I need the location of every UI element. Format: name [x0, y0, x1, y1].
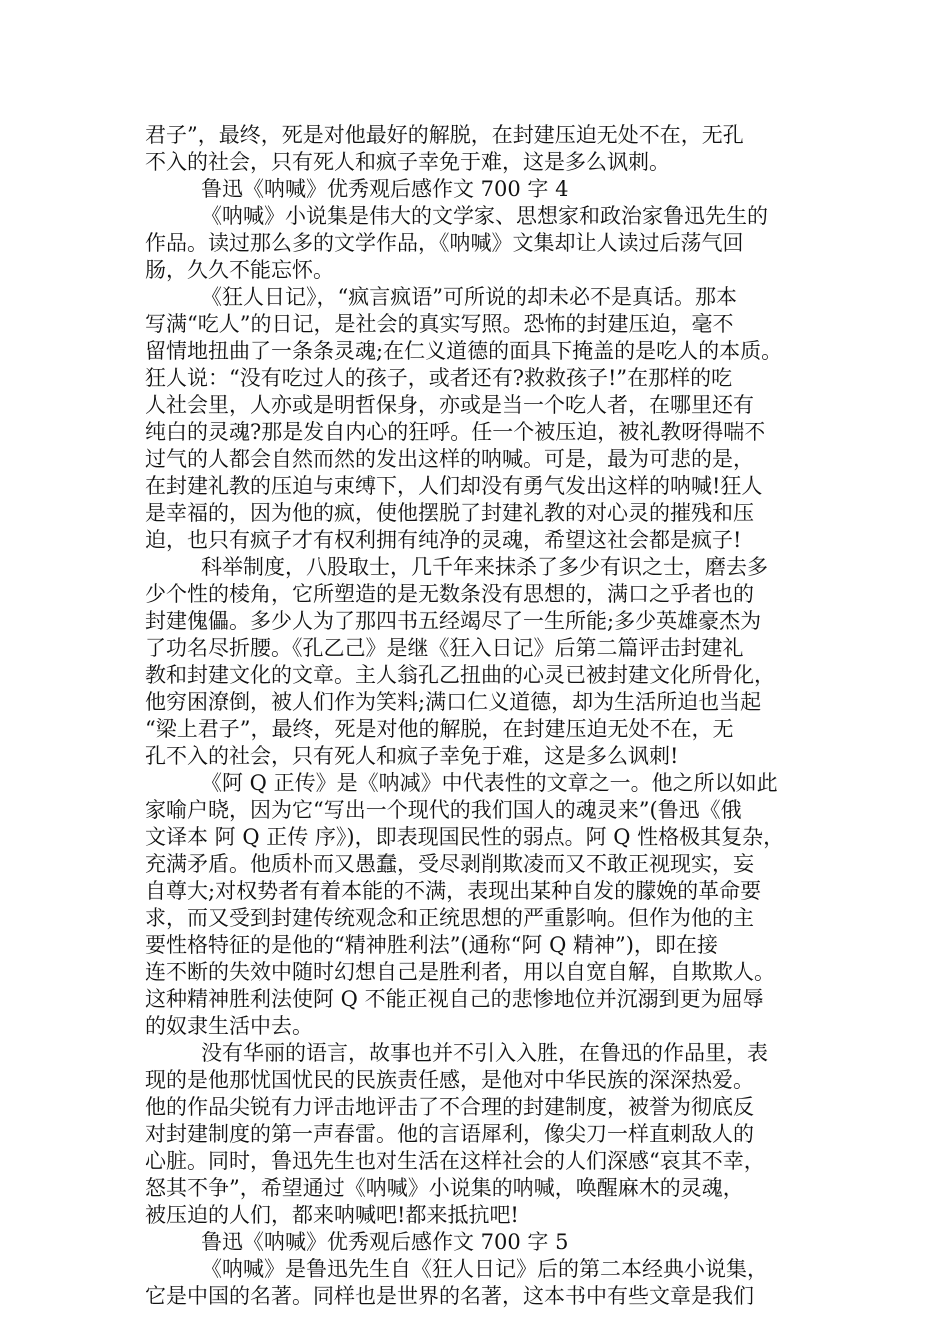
text-line: 连不断的失效中随时幻想自己是胜利者，用以自宽自解，自欺欺人。 [145, 960, 775, 984]
text-line: 被压迫的人们，都来呐喊吧!都来抵抗吧! [145, 1203, 519, 1227]
text-line: 文译本 阿 Q 正传 序》)，即表现国民性的弱点。阿 Q 性格极其复杂， [145, 825, 785, 849]
text-line: 迫，也只有疯子才有权利拥有纯净的灵魂，希望这社会都是疯子! [145, 528, 742, 552]
text-line: 教和封建文化的文章。主人翁孔乙扭曲的心灵已被封建文化所骨化， [145, 663, 775, 687]
text-line: 自尊大;对权势者有着本能的不满，表现出某种自发的朦娩的革命要 [145, 879, 762, 903]
text-line: 对封建制度的第一声春雷。他的言语犀利，像尖刀一样直刺敌人的 [145, 1122, 754, 1146]
text-line: “梁上君子”，最终，死是对他的解脱，在封建压迫无处不在，无 [145, 717, 734, 741]
text-line: 它是中国的名著。同样也是世界的名著，这本书中有些文章是我们 [145, 1284, 754, 1308]
text-line: 怒其不争”，希望通过《呐喊》小说集的呐喊，唤醒麻木的灵魂， [145, 1176, 744, 1200]
text-line: 肠，久久不能忘怀。 [145, 258, 334, 282]
paragraph-first-line: 没有华丽的语言，故事也并不引入入胜，在鲁迅的作品里，表 [201, 1041, 768, 1065]
text-line: 求，而又受到封建传统观念和正统思想的严重影响。但作为他的主 [145, 906, 754, 930]
paragraph-first-line: 科举制度，八股取士，几千年来抹杀了多少有识之士，磨去多 [201, 555, 768, 579]
text-line: 少个性的棱角，它所塑造的是无数条没有思想的，满口之乎者也的 [145, 582, 754, 606]
text-line: 他穷困潦倒，被人们作为笑料;满口仁义道德，却为生活所迫也当起 [145, 690, 762, 714]
text-line: 这种精神胜利法使阿 Q 不能正视自己的悲惨地位并沉溺到更为屈辱 [145, 987, 764, 1011]
text-line: 在封建礼教的压迫与束缚下，人们却没有勇气发出这样的呐喊!狂人 [145, 474, 763, 498]
paragraph-first-line: 《狂人日记》，“疯言疯语”可所说的却未必不是真话。那本 [201, 285, 737, 309]
text-line: 是幸福的，因为他的疯，使他摆脱了封建礼教的对心灵的摧残和压 [145, 501, 754, 525]
text-line: 要性格特征的是他的“精神胜利法”(通称“阿 Q 精神”)，即在接 [145, 933, 718, 957]
text-line: 君子”，最终，死是对他最好的解脱，在封建压迫无处不在，无孔 [145, 123, 744, 147]
text-line: 狂人说：“没有吃过人的孩子，或者还有?救救孩子!”在那样的吃 [145, 366, 733, 390]
paragraph-first-line: 鲁迅《呐喊》优秀观后感作文 700 字 4 [201, 177, 569, 201]
paragraph-first-line: 《阿 Q 正传》是《呐减》中代表性的文章之一。他之所以如此 [201, 771, 778, 795]
text-line: 的奴隶生活中去。 [145, 1014, 313, 1038]
text-line: 封建傀儡。多少人为了那四书五经竭尽了一生所能;多少英雄豪杰为 [145, 609, 762, 633]
text-line: 人社会里，人亦或是明哲保身，亦或是当一个吃人者，在哪里还有 [145, 393, 754, 417]
text-line: 他的作品尖锐有力评击地评击了不合理的封建制度，被誉为彻底反 [145, 1095, 754, 1119]
text-line: 家喻户晓，因为它“写出一个现代的我们国人的魂灵来”(鲁迅《俄 [145, 798, 742, 822]
paragraph-first-line: 《呐喊》小说集是伟大的文学家、思想家和政治家鲁迅先生的 [201, 204, 768, 228]
text-line: 写满“吃人”的日记，是社会的真实写照。恐怖的封建压迫，毫不 [145, 312, 734, 336]
text-line: 留情地扭曲了一条条灵魂;在仁义道德的面具下掩盖的是吃人的本质。 [145, 339, 783, 363]
text-line: 过气的人都会自然而然的发出这样的呐喊。可是，最为可悲的是， [145, 447, 754, 471]
paragraph-first-line: 《呐喊》是鲁迅先生自《狂人日记》后的第二本经典小说集， [201, 1257, 768, 1281]
text-line: 充满矛盾。他质朴而又愚蠢，受尽剥削欺凌而又不敢正视现实，妄 [145, 852, 754, 876]
text-line: 作品。读过那么多的文学作品，《呐喊》文集却让人读过后荡气回 [145, 231, 744, 255]
body-text [145, 122, 805, 1310]
text-line: 孔不入的社会，只有死人和疯子幸免于难，这是多么讽刺! [145, 744, 679, 768]
text-line: 纯白的灵魂?那是发自内心的狂呼。任一个被压迫，被礼教呀得喘不 [145, 420, 766, 444]
text-line: 不入的社会，只有死人和疯子幸免于难，这是多么讽刺。 [145, 150, 670, 174]
paragraph-first-line: 鲁迅《呐喊》优秀观后感作文 700 字 5 [201, 1230, 569, 1254]
text-line: 现的是他那忧国忧民的民族责任感，是他对中华民族的深深热爱。 [145, 1068, 754, 1092]
text-line: 心脏。同时，鲁迅先生也对生活在这样社会的人们深感“哀其不幸， [145, 1149, 765, 1173]
text-line: 了功名尽折腰。《孔乙己》是继《狂入日记》后第二篇评击封建礼 [145, 636, 744, 660]
